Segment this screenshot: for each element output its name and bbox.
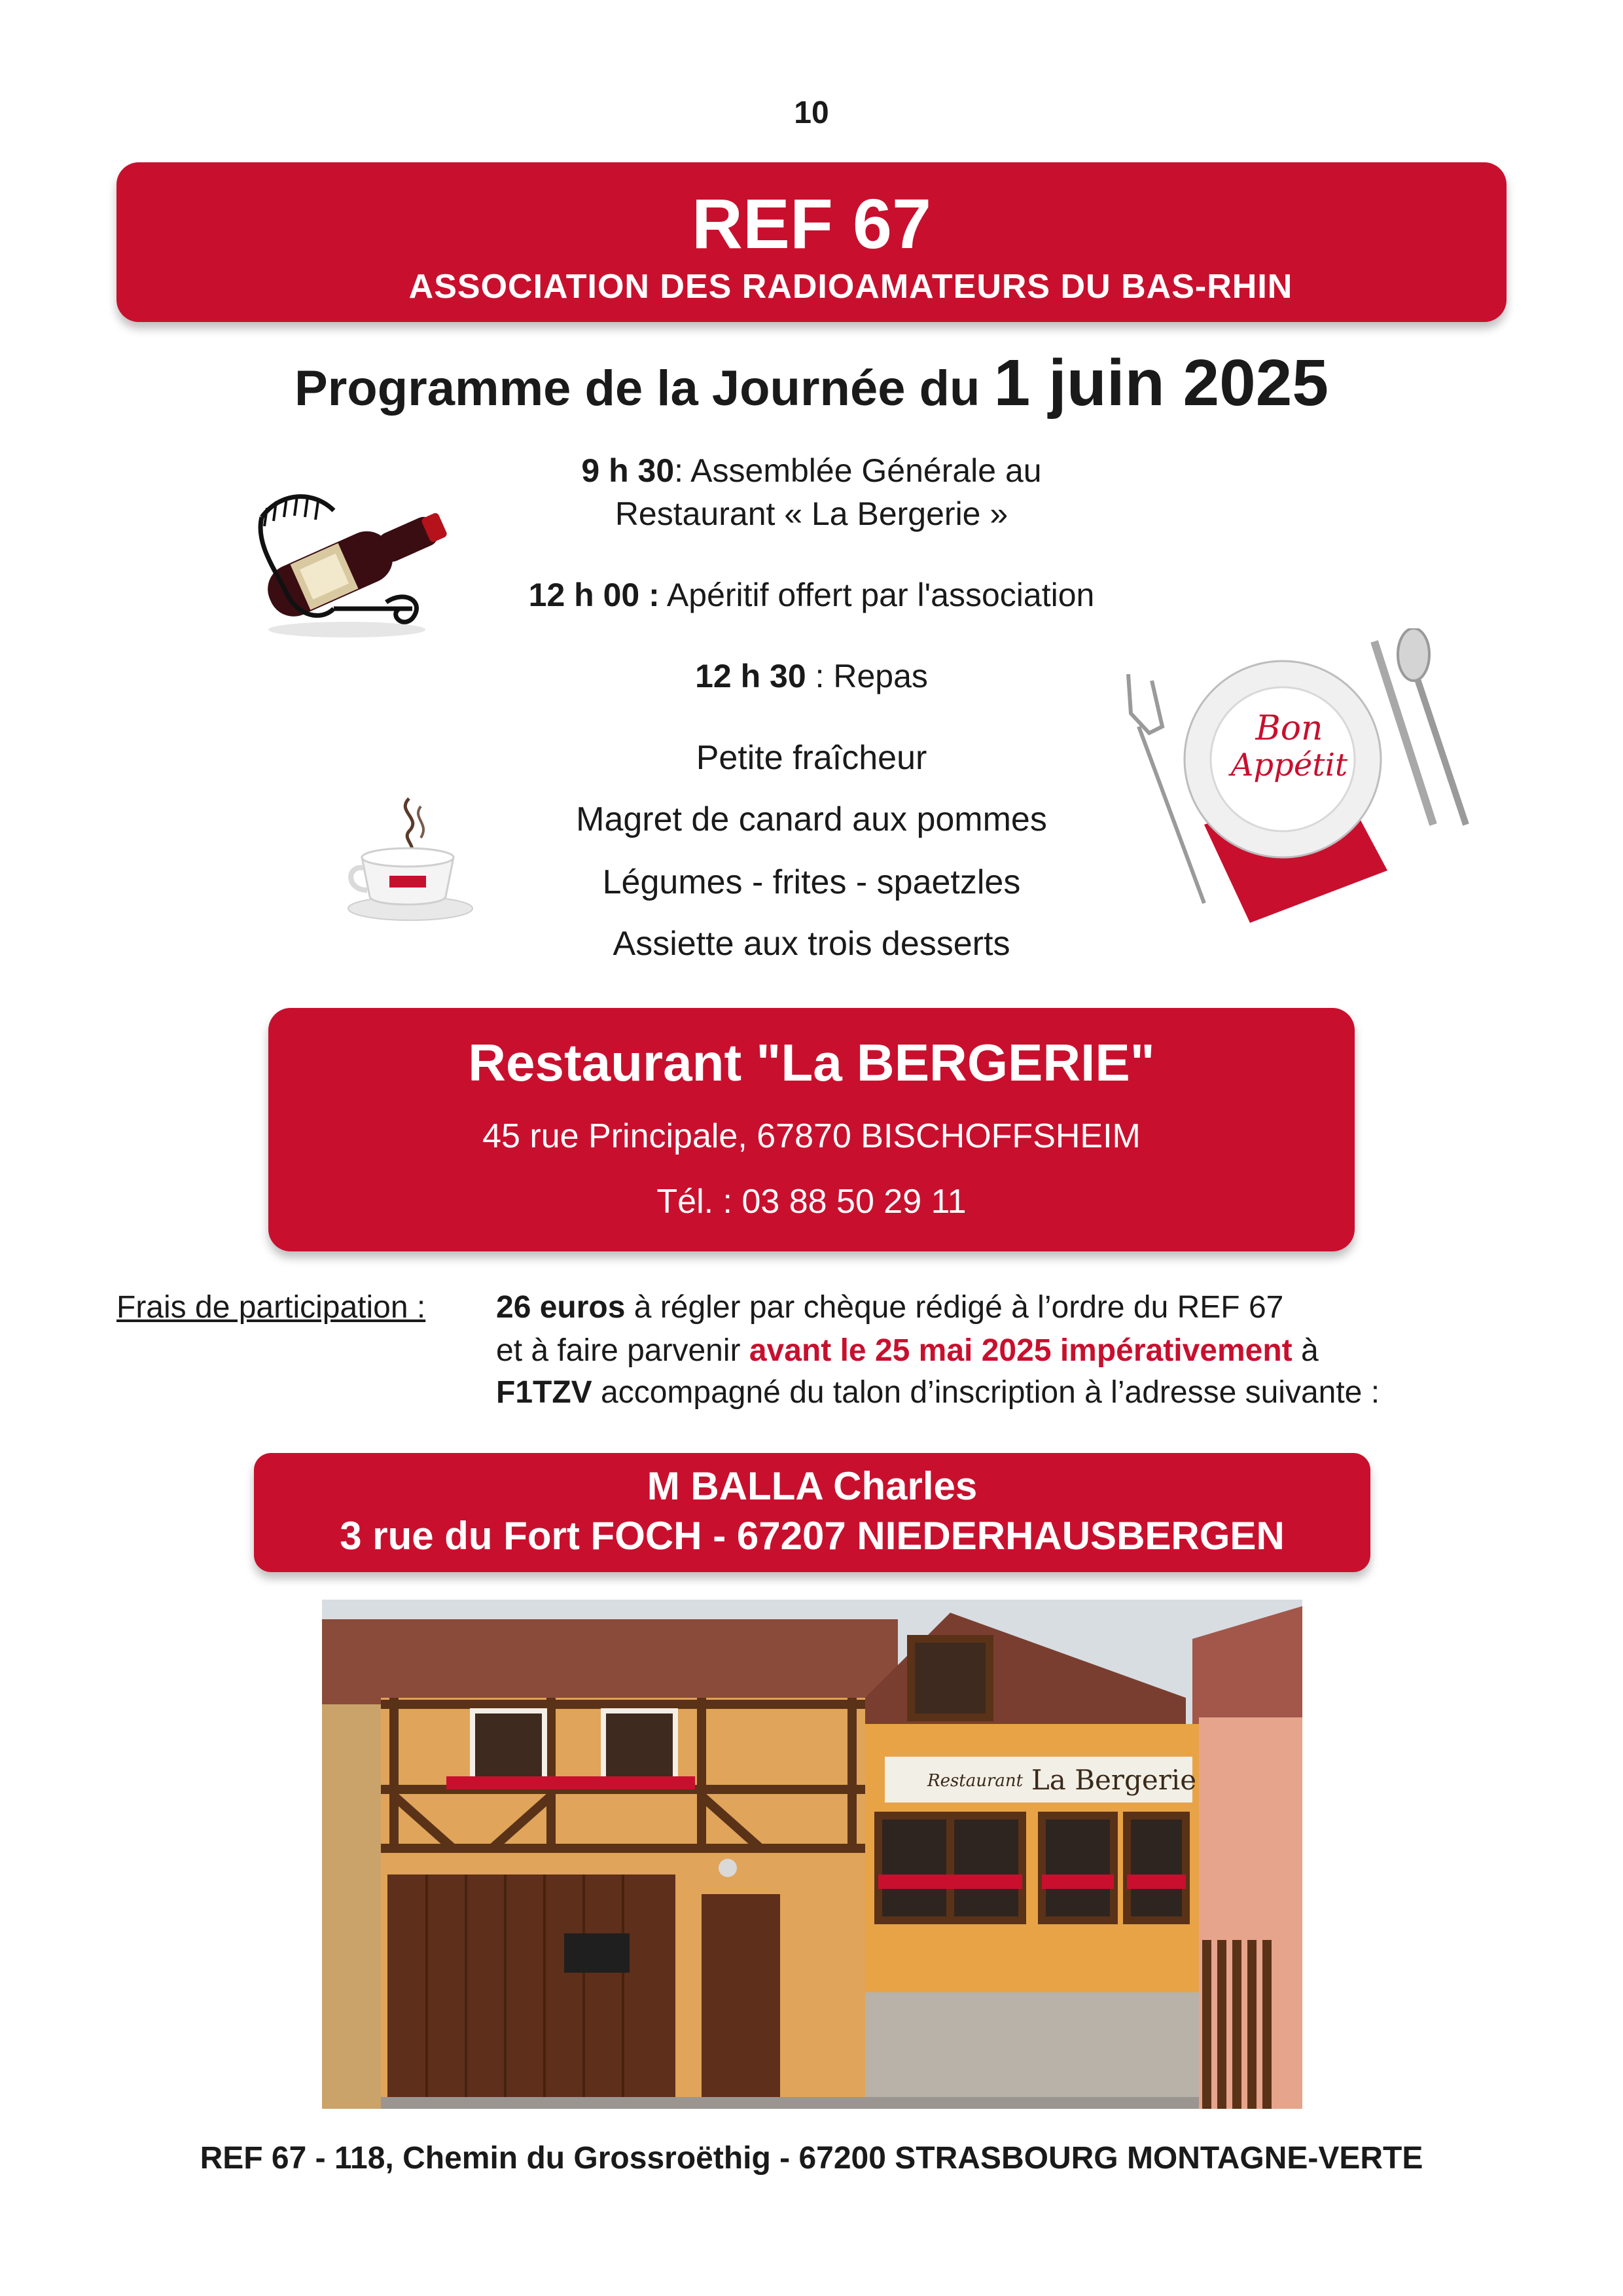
contact-banner xyxy=(254,1453,1370,1572)
frais-line-1 xyxy=(496,1289,1517,1325)
contact-street: 3 rue du Fort FOCH - 67207 NIEDERHAUSBERGEN xyxy=(340,1514,1285,1558)
programme-text: Apéritif offert par l'association xyxy=(659,577,1095,613)
programme-title xyxy=(0,346,1623,421)
coffee-cup-icon xyxy=(344,792,478,923)
frais-text: et à faire parvenir xyxy=(496,1333,749,1368)
restaurant-phone: Tél. : 03 88 50 29 11 xyxy=(656,1183,967,1221)
plate-cutlery-icon xyxy=(1126,628,1479,923)
restaurant-banner xyxy=(268,1008,1355,1251)
photo-sign-prefix: Restaurant xyxy=(927,1771,1024,1791)
programme-time: 9 h 30 xyxy=(581,452,675,489)
programme-title-prefix: Programme de la Journée du xyxy=(294,361,994,416)
programme-item-1 xyxy=(327,452,1296,490)
programme-text: : Repas xyxy=(806,658,928,694)
footer-address: REF 67 - 118, Chemin du Grossroëthig - 67200 STRASBOURG MONTAGNE-VERTE xyxy=(200,2141,1423,2176)
photo-sign-main: La Bergerie xyxy=(1031,1764,1197,1796)
menu-item: Petite fraîcheur xyxy=(696,739,927,777)
programme-item-2 xyxy=(327,576,1296,614)
menu-item: Assiette aux trois desserts xyxy=(613,925,1010,963)
programme-date: 1 juin 2025 xyxy=(993,346,1329,420)
menu-item: Légumes - frites - spaetzles xyxy=(602,863,1021,901)
frais-label: Frais de participation : xyxy=(116,1290,426,1325)
plate-text-appetit: Appétit xyxy=(1230,747,1348,783)
header-banner xyxy=(116,162,1507,322)
programme-item-1-line2: Restaurant « La Bergerie » xyxy=(615,495,1008,532)
frais-line-2 xyxy=(496,1333,1517,1369)
programme-text: : Assemblée Générale au xyxy=(674,452,1042,489)
restaurant-title: Restaurant "La BERGERIE" xyxy=(468,1033,1155,1092)
header-title: REF 67 xyxy=(691,184,932,263)
restaurant-photo xyxy=(322,1600,1302,2109)
header-subtitle: ASSOCIATION DES RADIOAMATEURS DU BAS-RHIN xyxy=(408,268,1293,306)
frais-deadline: avant le 25 mai 2025 impérativement xyxy=(749,1333,1293,1368)
menu-item: Magret de canard aux pommes xyxy=(576,800,1047,838)
wine-bottle-icon xyxy=(236,478,458,641)
frais-text: accompagné du talon d’inscription à l’adresse suivante : xyxy=(592,1375,1380,1410)
page-number: 10 xyxy=(794,96,829,130)
plate-text-bon: Bon xyxy=(1255,709,1323,748)
frais-amount: 26 euros xyxy=(496,1290,626,1325)
frais-line-3 xyxy=(496,1374,1517,1410)
programme-time: 12 h 30 xyxy=(695,658,806,694)
frais-text: à xyxy=(1292,1333,1319,1368)
frais-callsign: F1TZV xyxy=(496,1375,592,1410)
programme-time: 12 h 00 : xyxy=(528,577,660,613)
contact-name: M BALLA Charles xyxy=(647,1464,978,1508)
frais-text: à régler par chèque rédigé à l’ordre du REF 67 xyxy=(625,1290,1284,1325)
restaurant-address: 45 rue Principale, 67870 BISCHOFFSHEIM xyxy=(482,1117,1141,1155)
